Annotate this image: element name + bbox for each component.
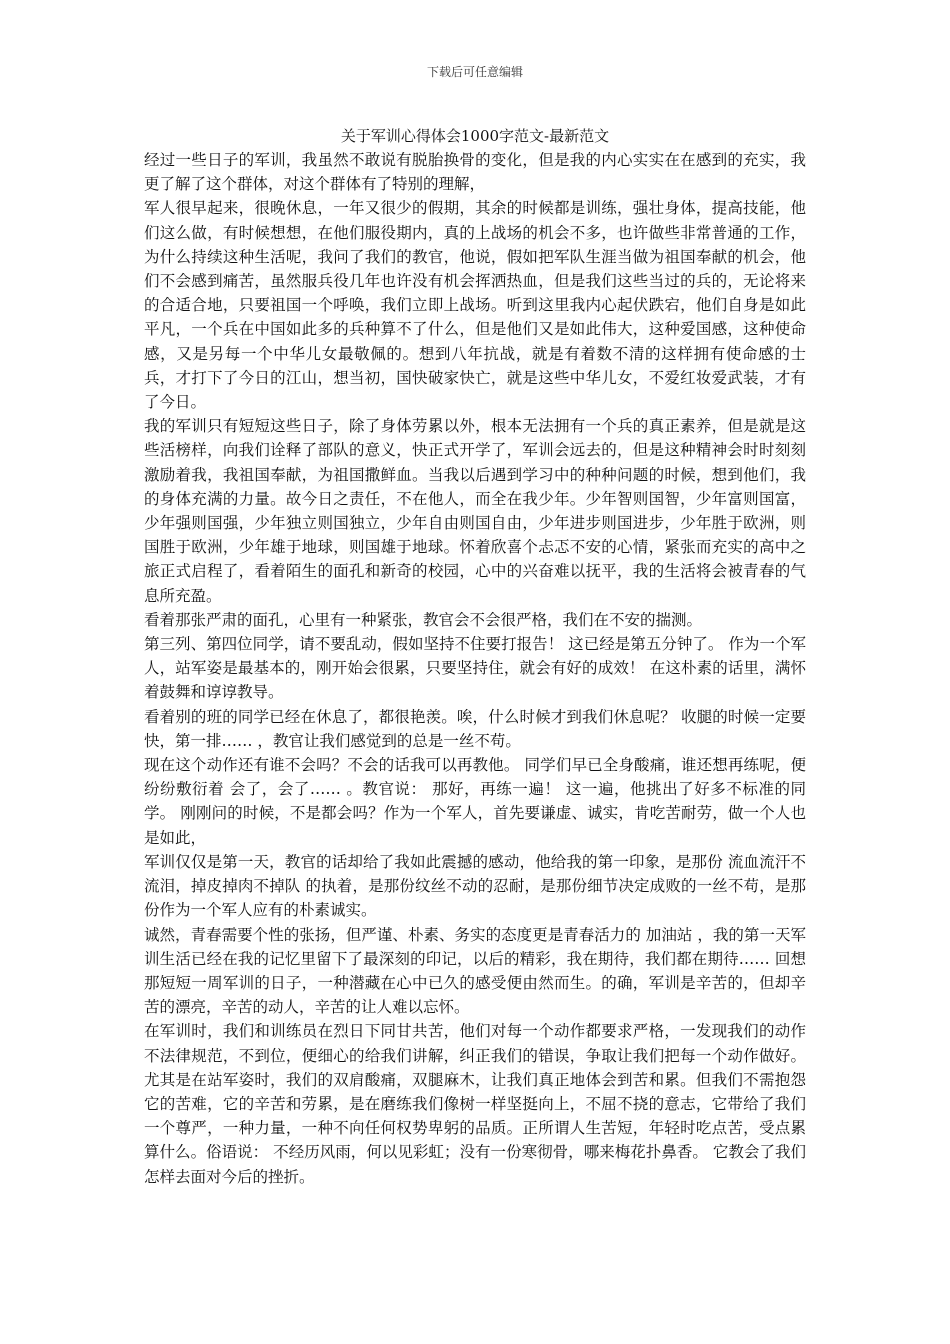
- paragraph: 第三列、第四位同学，请不要乱动，假如坚持不住要打报告！ 这已经是第五分钟了。 作为一个军人，站军姿是最基本的，刚开始会很累，只要坚持住，就会有好的成效！ 在这朴素的话里，满怀着鼓舞和谆谆教导。: [144, 635, 806, 702]
- header-note: 下载后可任意编辑: [426, 65, 523, 79]
- paragraph: 在军训时，我们和训练员在烈日下同甘共苦，他们对每一个动作都要求严格，一发现我们的动作不法律规范，不到位，便细心的给我们讲解，纠正我们的错误，争取让我们把每一个动作做好。尤其是在站军姿时，我们的双肩酸痛，双腿麻木，让我们真正地体会到苦和累。但我们不需抱怨它的苦难，它的辛苦和劳累，是在磨练我们像树一样坚挺向上，不屈不挠的意志，它带给了我们一个尊严，一种力量，一种不向任何权势卑躬的品质。正所谓人生苦短，年轻时吃点苦，受点累算什么。俗语说： 不经历风雨，何以见彩虹；没有一份寒彻骨，哪来梅花扑鼻香。 它教会了我们怎样去面对今后的挫折。: [144, 1022, 806, 1186]
- paragraph: 看着那张严肃的面孔，心里有一种紧张，教官会不会很严格，我们在不安的揣测。: [144, 610, 703, 629]
- document-body: [144, 148, 806, 1189]
- paragraph: 军人很早起来，很晚休息，一年又很少的假期，其余的时候都是训练，强壮身体，提高技能，他们这么做，有时候想想，在他们服役期内，真的上战场的机会不多，也许做些非常普通的工作，为什么持续这种生活呢，我问了我们的教官，他说，假如把军队生涯当做为祖国奉献的机会，他们不会感到痛苦，虽然服兵役几年也许没有机会挥洒热血，但是我们这些当过的兵的，无论将来的合适合地，只要祖国一个呼唤，我们立即上战场。听到这里我内心起伏跌宕，他们自身是如此平凡，一个兵在中国如此多的兵种算不了什么，但是他们又是如此伟大，这种爱国感，这种使命感，又是另每一个中华儿女最敬佩的。想到八年抗战，就是有着数不清的这样拥有使命感的士兵，才打下了今日的江山，想当初，国快破家快亡，就是这些中华儿女，不爱红妆爱武装，才有了今日。: [144, 199, 806, 412]
- paragraph: 经过一些日子的军训，我虽然不敢说有脱胎换骨的变化，但是我的内心实实在在感到的充实，我更了解了这个群体，对这个群体有了特别的理解，: [144, 151, 806, 194]
- paragraph: 我的军训只有短短这些日子，除了身体劳累以外，根本无法拥有一个兵的真正素养，但是就是这些活榜样，向我们诠释了部队的意义，快正式开学了，军训会远去的，但是这种精神会时时刻刻激励着我，我祖国奉献，为祖国撒鲜血。当我以后遇到学习中的种种问题的时候，想到他们，我的身体充满的力量。故今日之责任，不在他人，而全在我少年。少年智则国智，少年富则国富，少年强则国强，少年独立则国独立，少年自由则国自由，少年进步则国进步，少年胜于欧洲，则国胜于欧洲，少年雄于地球，则国雄于地球。怀着欣喜个忐忑不安的心情，紧张而充实的高中之旅正式启程了，看着陌生的面孔和新奇的校园，心中的兴奋难以抚平，我的生活将会被青春的气息所充盈。: [144, 417, 806, 605]
- paragraph: 诚然，青春需要个性的张扬，但严谨、朴素、务实的态度更是青春活力的 加油站 ，我的第一天军训生活已经在我的记忆里留下了最深刻的印记，以后的精彩，我在期待，我们都在期待…… 回想那短短一周军训的日子，一种潜藏在心中已久的感受便由然而生。的确，军训是辛苦的，但却辛苦的漂亮，辛苦的动人，辛苦的让人难以忘怀。: [144, 925, 806, 1017]
- document-title: 关于军训心得体会1000字范文-最新范文: [340, 127, 610, 145]
- paragraph: 军训仅仅是第一天，教官的话却给了我如此震撼的感动，他给我的第一印象，是那份 流血流汗不流泪，掉皮掉肉不掉队 的执着，是那份纹丝不动的忍耐，是那份细节决定成败的一丝不苟，是那份作为一个军人应有的朴素诚实。: [144, 852, 806, 920]
- paragraph: 看着别的班的同学已经在休息了，都很艳羡。唉，什么时候才到我们休息呢？ 收腿的时候一定要快，第一排…… ，教官让我们感觉到的总是一丝不苟。: [144, 707, 806, 750]
- paragraph: 现在这个动作还有谁不会吗？不会的话我可以再教他。 同学们早已全身酸痛，谁还想再练呢，便纷纷敷衍着 会了，会了…… 。教官说： 那好，再练一遍！ 这一遍，他挑出了好多不标准的同学。 刚刚问的时候，不是都会吗？作为一个军人，首先要谦虚、诚实，肯吃苦耐劳，做一个人也是如此，: [144, 756, 806, 847]
